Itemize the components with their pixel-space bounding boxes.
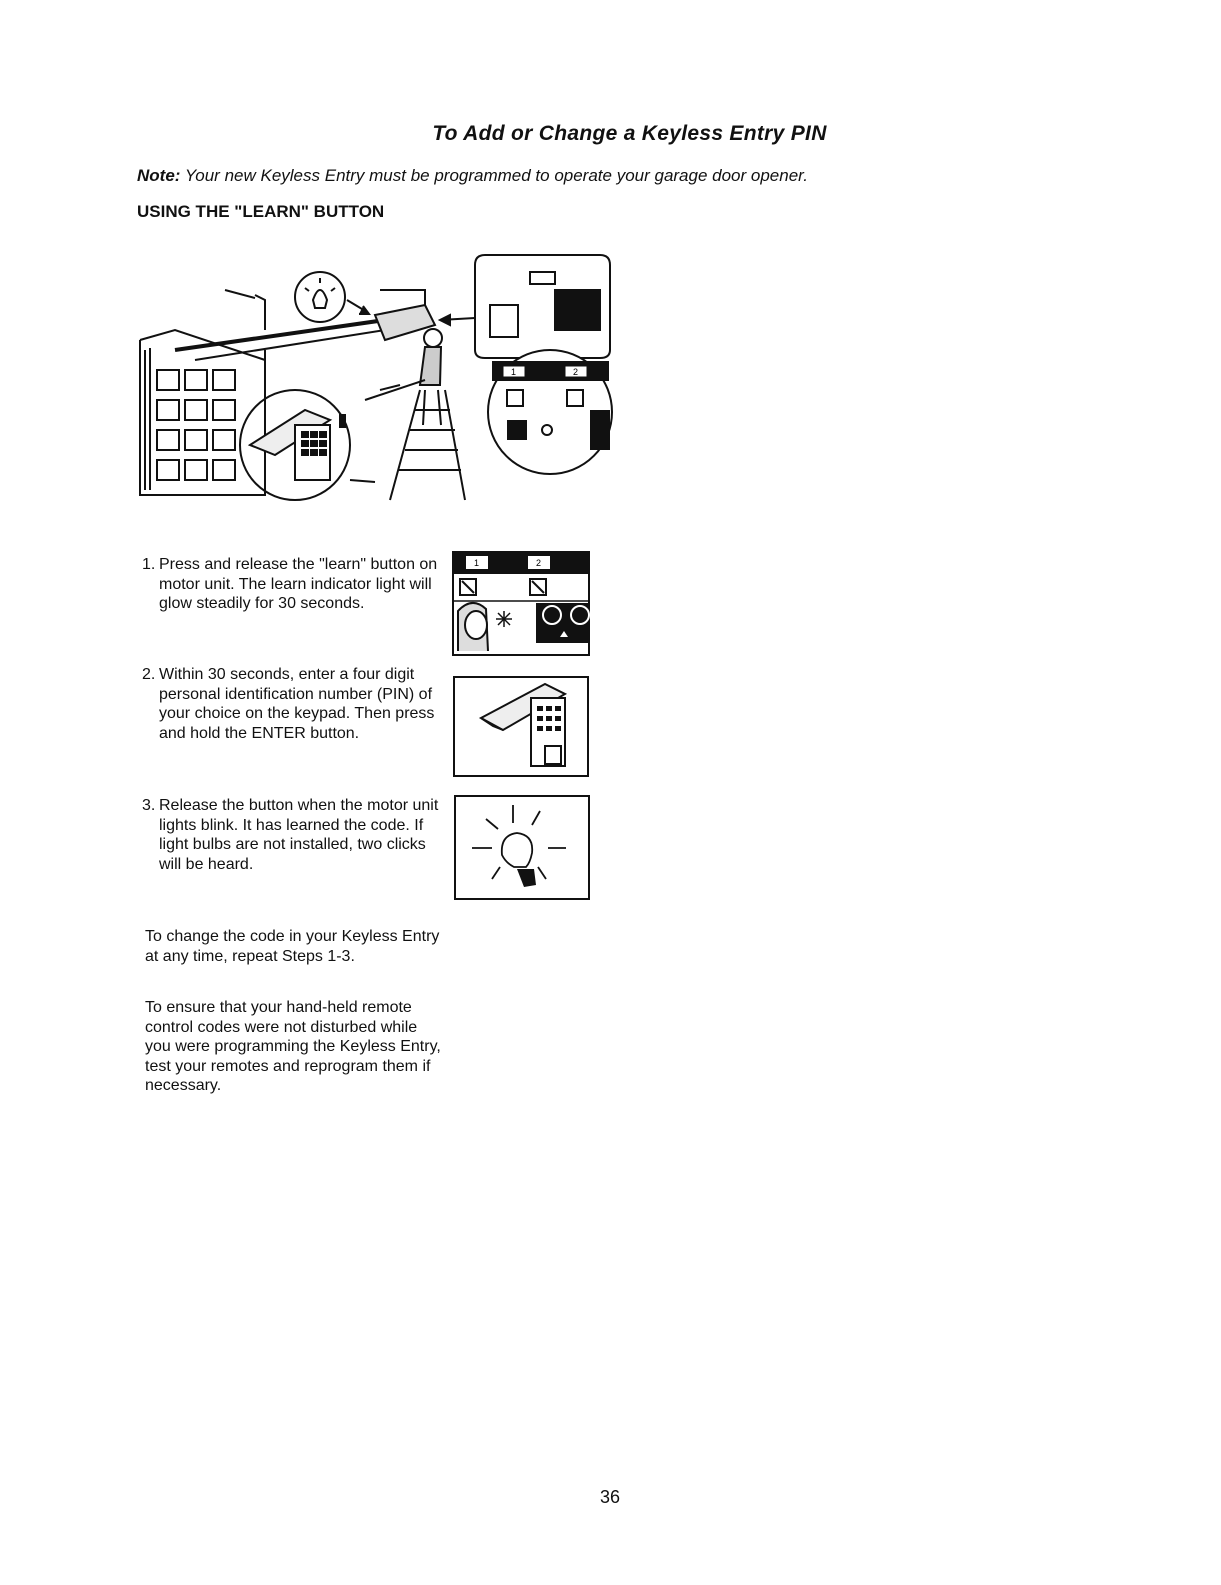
change-code-paragraph: To change the code in your Keyless Entry at any time, repeat Steps 1-3. [145,928,440,965]
inset-label-1: 1 [511,367,517,377]
page-number: 36 [600,1487,621,1507]
test-remotes-paragraph: To ensure that your hand-held remote control codes were not disturbed while you were programming the Keyless Entry, test your remotes and reprogram them if necessary. [145,999,441,1094]
step-text: Within 30 seconds, enter a four digit personal identification number (PIN) of your choice on the keypad. Then press and hold the ENTER button. [159,666,435,742]
page-title: To Add or Change a Keyless Entry PIN [432,122,827,145]
light-bulb-blink-icon [454,795,591,901]
panel-label-1: 1 [474,558,480,568]
note [137,166,808,186]
control-panel-learn-icon [452,551,590,657]
step-text: Press and release the "learn" button on motor unit. The learn indicator light will glow steadily for 30 seconds. [159,556,438,612]
section-heading: USING THE "LEARN" BUTTON [137,202,385,221]
keypad-icon [453,676,590,777]
garage-opener-illustration [135,250,615,512]
step-number: 1. [142,556,156,573]
step-number: 2. [142,666,156,683]
garage-door-panels-icon [157,370,235,480]
inset-label-2: 2 [573,367,579,377]
panel-label-2: 2 [536,558,542,568]
step-text: Release the button when the motor unit lights blink. It has learned the code. If light bulbs are not installed, two clicks will be heard. [159,797,439,873]
step-number: 3. [142,797,156,814]
note-text: Your new Keyless Entry must be programmed to operate your garage door opener. [184,166,808,185]
note-label: Note: [137,166,181,185]
